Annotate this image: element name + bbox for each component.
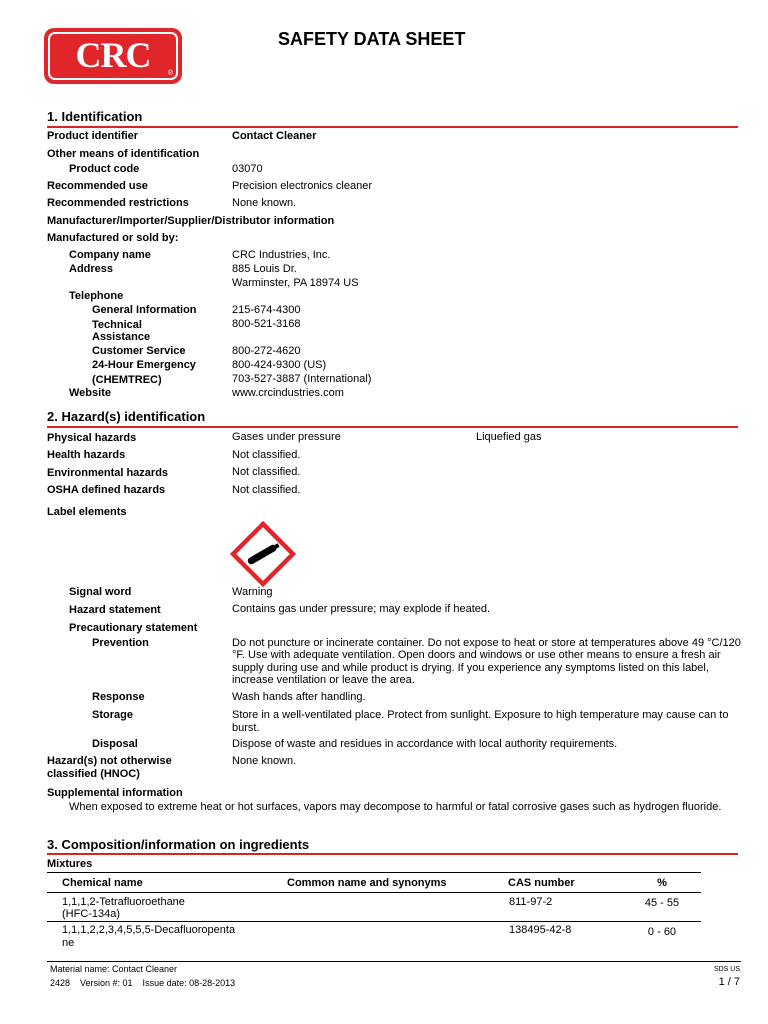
other-means-label: Other means of identification (47, 148, 200, 160)
hazard-statement-label: Hazard statement (69, 604, 161, 616)
website-link[interactable]: www.crcindustries.com (232, 387, 344, 399)
product-code-value: 03070 (232, 163, 263, 175)
percent-value: 0 - 60 (647, 926, 677, 938)
mixtures-label: Mixtures (47, 858, 93, 870)
section-2-title: 2. Hazard(s) identification (47, 409, 206, 424)
table-row-rule (47, 921, 701, 922)
customer-service-phone: 800-272-4620 (232, 345, 301, 357)
chemical-name-line-2: ne (62, 937, 75, 949)
section-1-rule (47, 126, 738, 128)
physical-hazards-label: Physical hazards (47, 432, 137, 444)
signal-word-label: Signal word (69, 586, 132, 598)
address-line-2: Warminster, PA 18974 US (232, 277, 359, 289)
chemical-name-line-2: (HFC-134a) (62, 908, 121, 920)
product-code-label: Product code (69, 163, 140, 175)
section-1-title: 1. Identification (47, 109, 143, 124)
logo-text: CRC (75, 35, 151, 75)
health-hazards-value: Not classified. (232, 449, 301, 461)
registered-mark: ® (167, 70, 173, 77)
environmental-hazards-value: Not classified. (232, 466, 301, 478)
osha-hazards-value: Not classified. (232, 484, 301, 496)
environmental-hazards-label: Environmental hazards (47, 467, 169, 479)
customer-service-label: Customer Service (92, 345, 186, 357)
technical-label-1: Technical (92, 319, 142, 331)
gas-cylinder-icon (230, 521, 296, 587)
emergency-label-2: (CHEMTREC) (92, 374, 162, 386)
recommended-restrictions-value: None known. (232, 197, 297, 209)
emergency-label-1: 24-Hour Emergency (92, 359, 196, 371)
table-top-rule (47, 872, 701, 873)
company-name-value: CRC Industries, Inc. (232, 249, 331, 261)
cas-number: 811-97-2 (509, 896, 553, 908)
signal-word-value: Warning (232, 586, 273, 598)
supplemental-info-label: Supplemental information (47, 787, 183, 799)
telephone-label: Telephone (69, 290, 124, 302)
section-3-title: 3. Composition/information on ingredients (47, 837, 310, 852)
product-identifier-label: Product identifier (47, 130, 139, 142)
emergency-phone-intl: 703-527-3887 (International) (232, 373, 372, 385)
physical-hazards-value: Gases under pressure (232, 431, 341, 443)
manufactured-by-label: Manufactured or sold by: (47, 232, 179, 244)
footer-sds-region: SDS US (713, 966, 740, 973)
disposal-label: Disposal (92, 738, 138, 750)
physical-hazards-category: Liquefied gas (476, 431, 542, 443)
percent-value: 45 - 55 (644, 897, 680, 909)
response-label: Response (92, 691, 145, 703)
technical-label-2: Assistance (92, 331, 151, 343)
product-identifier-value: Contact Cleaner (232, 130, 317, 142)
table-header-rule (47, 892, 701, 893)
address-label: Address (69, 263, 114, 275)
health-hazards-label: Health hazards (47, 449, 126, 461)
footer-page-number: 1 / 7 (718, 976, 740, 988)
footer-rule (47, 961, 741, 962)
column-header-percent: % (657, 877, 667, 889)
website-label: Website (69, 387, 111, 399)
chemical-name-line-1: 1,1,1,2,2,3,4,5,5,5-Decafluoropenta (62, 924, 236, 936)
osha-hazards-label: OSHA defined hazards (47, 484, 166, 496)
recommended-use-label: Recommended use (47, 180, 148, 192)
prevention-label: Prevention (92, 637, 149, 649)
recommended-restrictions-label: Recommended restrictions (47, 197, 189, 209)
column-header-chemical-name: Chemical name (62, 877, 143, 889)
general-info-label: General Information (92, 304, 197, 316)
chemical-name-line-1: 1,1,1,2-Tetrafluoroethane (62, 896, 185, 908)
cas-number: 138495-42-8 (509, 924, 572, 936)
section-3-rule (47, 853, 738, 855)
hazard-statement-value: Contains gas under pressure; may explode if heated. (232, 603, 491, 615)
response-text: Wash hands after handling. (232, 691, 366, 703)
disposal-text: Dispose of waste and residues in accordance with local authority requirements. (232, 738, 618, 750)
company-name-label: Company name (69, 249, 151, 261)
precautionary-statement-label: Precautionary statement (69, 622, 198, 634)
hnoc-value: None known. (232, 755, 297, 767)
footer-material-name: Material name: Contact Cleaner (50, 964, 178, 974)
label-elements-label: Label elements (47, 506, 127, 518)
column-header-cas-number: CAS number (508, 877, 575, 889)
hnoc-label-2: classified (HNOC) (47, 768, 140, 780)
address-line-1: 885 Louis Dr. (232, 263, 297, 275)
supplemental-info-text: When exposed to extreme heat or hot surfaces, vapors may decompose to harmful or fatal corrosive gases such as hydrogen fluoride. (69, 801, 722, 813)
prevention-text: Do not puncture or incinerate container. Do not expose to heat or store at temperatures above 49 °C/120 °F. Use with adequate ventilation. Open doors and windows or use other means to ensure a fresh air supply during use and while product is drying. If you experience any symptoms listed on this label, increase ventilation or leave the area. (232, 637, 741, 687)
manufacturer-info-label: Manufacturer/Importer/Supplier/Distributor information (47, 215, 335, 227)
hnoc-label-1: Hazard(s) not otherwise (47, 755, 172, 767)
footer-doc-info: 2428 Version #: 01 Issue date: 08-28-2013 (50, 978, 236, 988)
emergency-phone-us: 800-424-9300 (US) (232, 359, 327, 371)
recommended-use-value: Precision electronics cleaner (232, 180, 373, 192)
document-title: SAFETY DATA SHEET (278, 29, 466, 49)
technical-phone: 800-521-3168 (232, 318, 301, 330)
storage-text: Store in a well-ventilated place. Protect from sunlight. Exposure to high temperature may cause can to burst. (232, 709, 729, 734)
general-info-phone: 215-674-4300 (232, 304, 301, 316)
storage-label: Storage (92, 709, 133, 721)
column-header-common-name: Common name and synonyms (287, 877, 447, 889)
crc-logo (44, 28, 182, 84)
section-2-rule (47, 426, 738, 428)
